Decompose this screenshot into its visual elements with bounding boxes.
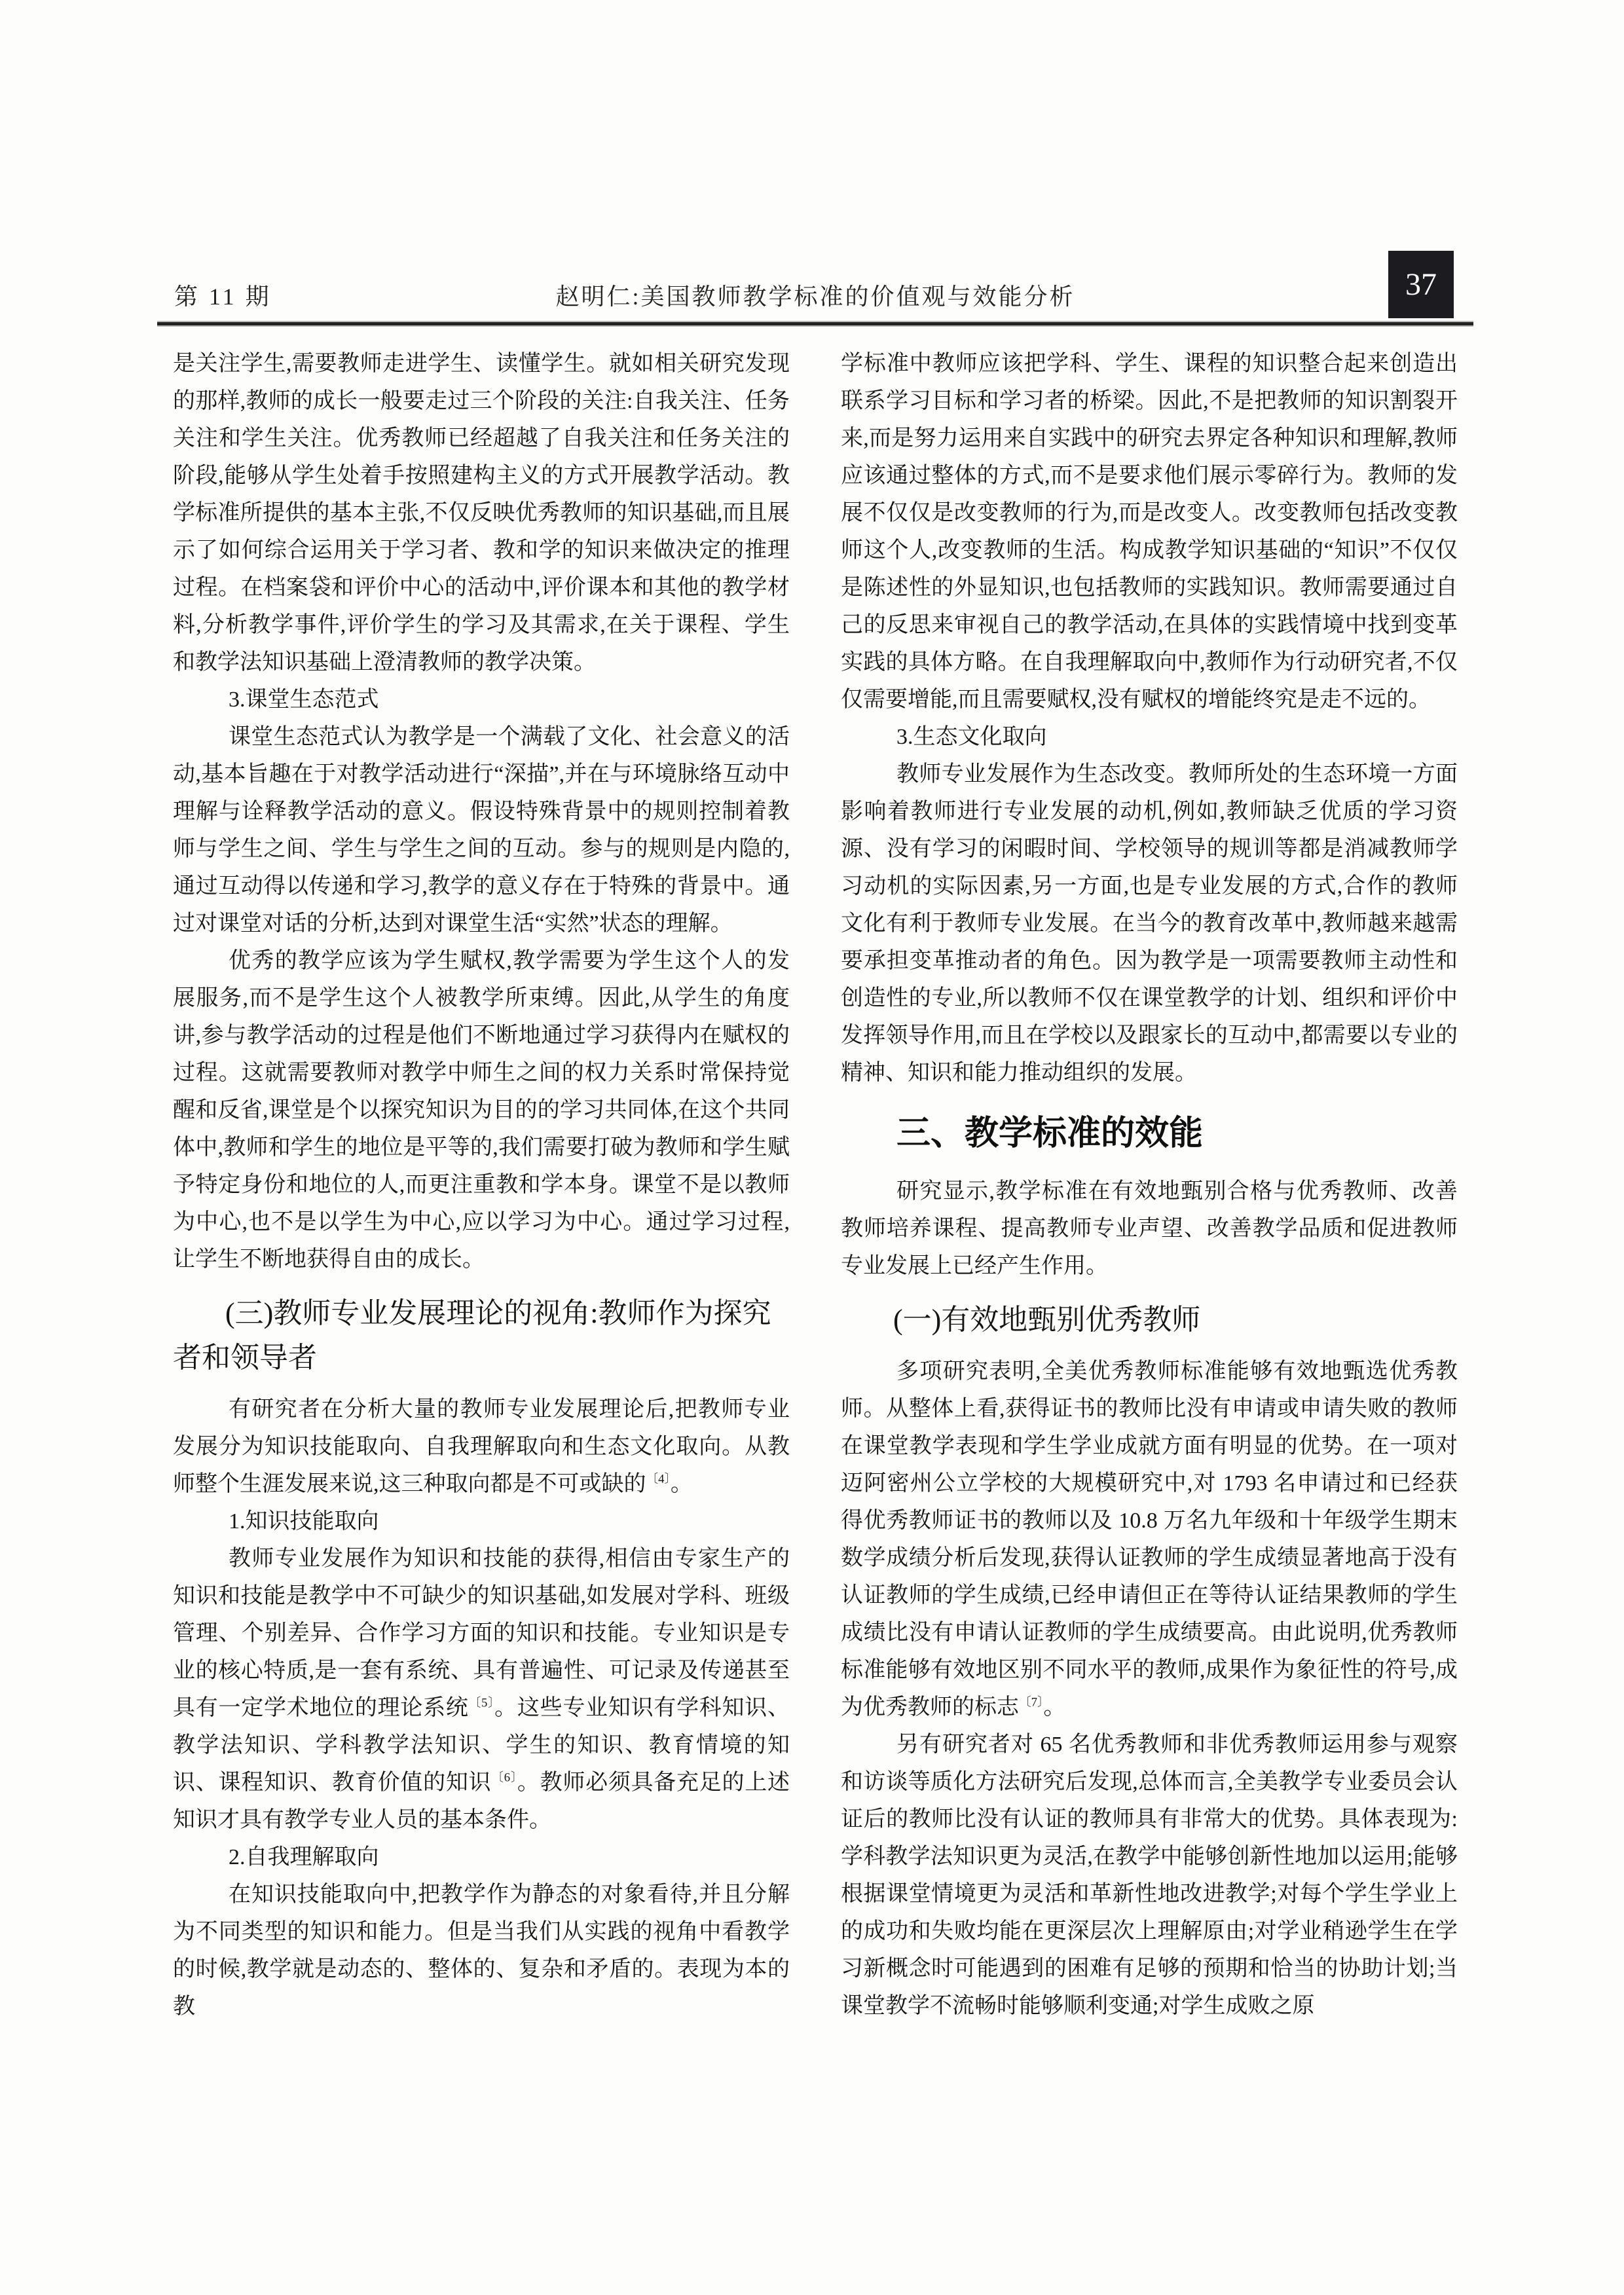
paragraph-text: 。教师必须具备充足的上述知识才具有教学专业人员的基本条件。 bbox=[173, 1771, 790, 1832]
running-title: 赵明仁:美国教师教学标准的价值观与效能分析 bbox=[555, 284, 1075, 310]
numbered-heading: 3.课堂生态范式 bbox=[229, 688, 379, 712]
paragraph-text: 教师专业发展作为知识和技能的获得,相信由专家生产的知识和技能是教学中不可缺少的知识基础,如发展对学科、班级管理、个别差异、合作学习方面的知识和技能。专业知识是专业的核心特质,是一套有系统、具有普遍性、可记录及传递甚至具有一定学术地位的理论系统 bbox=[173, 1547, 790, 1720]
two-column-body bbox=[173, 345, 1458, 2025]
paragraph: 课堂生态范式认为教学是一个满载了文化、社会意义的活动,基本旨趣在于对教学活动进行“深描”,并在与环境脉络互动中理解与诠释教学活动的意义。假设特殊背景中的规则控制着教师与学生之间、学生与学生之间的互动。参与的规则是内隐的,通过互动得以传递和学习,教学的意义存在于特殊的背景中。通过对课堂对话的分析,达到对课堂生活“实然”状态的理解。 bbox=[173, 725, 790, 936]
paragraph: 是关注学生,需要教师走进学生、读懂学生。就如相关研究发现的那样,教师的成长一般要走过三个阶段的关注:自我关注、任务关注和学生关注。优秀教师已经超越了自我关注和任务关注的阶段,能够从学生处着手按照建构主义的方式开展教学活动。教学标准所提供的基本主张,不仅反映优秀教师的知识基础,而且展示了如何综合运用关于学习者、教和学的知识来做决定的推理过程。在档案袋和评价中心的活动中,评价课本和其他的教学材料,分析教学事件,评价学生的学习及其需求,在关于课程、学生和教学法知识基础上澄清教师的教学决策。 bbox=[173, 352, 790, 674]
numbered-heading: 2.自我理解取向 bbox=[229, 1845, 379, 1869]
paragraph: 另有研究者对 65 名优秀教师和非优秀教师运用参与观察和访谈等质化方法研究后发现,总体而言,全美教学专业委员会认证后的教师比没有认证的教师具有非常大的优势。具体表现为:学科教学法知识更为灵活,在教学中能够创新性地加以运用;能够根据课堂情境更为灵活和革新性地改进教学;对每个学生学业上的成功和失败均能在更深层次上理解原由;对学业稍逊学生在学习新概念时可能遇到的困难有足够的预期和恰当的协助计划;当课堂教学不流畅时能够顺利变通;对学生成败之原 bbox=[841, 1733, 1458, 2018]
paragraph-text: 。 bbox=[670, 1472, 693, 1496]
reference-marker: 〔7〕 bbox=[1019, 1695, 1044, 1710]
paragraph: 教师专业发展作为生态改变。教师所处的生态环境一方面影响着教师进行专业发展的动机,例如,教师缺乏优质的学习资源、没有学习的闲暇时间、学校领导的规训等都是消减教师学习动机的实际因素,另一方面,也是专业发展的方式,合作的教师文化有利于教师专业发展。在当今的教育改革中,教师越来越需要承担变革推动者的角色。因为教学是一项需要教师主动性和创造性的专业,所以教师不仅在课堂教学的计划、组织和评价中发挥领导作用,而且在学校以及跟家长的互动中,都需要以专业的精神、知识和能力推动组织的发展。 bbox=[841, 762, 1458, 1085]
right-column bbox=[841, 345, 1458, 2025]
subsection-heading: (三)教师专业发展理论的视角:教师作为探究者和领导者 bbox=[173, 1297, 771, 1374]
section-heading: 三、教学标准的效能 bbox=[896, 1115, 1204, 1152]
header-rule bbox=[157, 321, 1473, 327]
issue-label: 第 11 期 bbox=[174, 284, 272, 310]
page-content bbox=[173, 250, 1458, 2025]
page-header bbox=[173, 250, 1458, 321]
numbered-heading: 1.知识技能取向 bbox=[229, 1509, 379, 1533]
numbered-heading: 3.生态文化取向 bbox=[896, 725, 1047, 749]
reference-marker: 〔6〕 bbox=[491, 1771, 517, 1785]
left-column bbox=[173, 345, 790, 2025]
reference-marker: 〔4〕 bbox=[646, 1472, 671, 1486]
subsection-heading: (一)有效地甄别优秀教师 bbox=[893, 1304, 1201, 1336]
paragraph bbox=[173, 1540, 790, 1839]
paragraph: 研究显示,教学标准在有效地甄别合格与优秀教师、改善教师培养课程、提高教师专业声望、改善教学品质和促进教师专业发展上已经产生作用。 bbox=[841, 1179, 1458, 1278]
paragraph: 学标准中教师应该把学科、学生、课程的知识整合起来创造出联系学习目标和学习者的桥梁。因此,不是把教师的知识割裂开来,而是努力运用来自实践中的研究去界定各种知识和理解,教师应该通过整体的方式,而不是要求他们展示零碎行为。教师的发展不仅仅是改变教师的行为,而是改变人。改变教师包括改变教师这个人,改变教师的生活。构成教学知识基础的“知识”不仅仅是陈述性的外显知识,也包括教师的实践知识。教师需要通过自己的反思来审视自己的教学活动,在具体的实践情境中找到变革实践的具体方略。在自我理解取向中,教师作为行动研究者,不仅仅需要增能,而且需要赋权,没有赋权的增能终究是走不远的。 bbox=[841, 352, 1458, 712]
paragraph-text: 多项研究表明,全美优秀教师标准能够有效地甄选优秀教师。从整体上看,获得证书的教师比没有申请或申请失败的教师在课堂教学表现和学生学业成就方面有明显的优势。在一项对迈阿密州公立学校的大规模研究中,对 1793 名申请过和已经获得优秀教师证书的教师以及 10.8 万名九年级和十年级学生期末数学成绩分析后发现,获得认证教师的学生成绩显著地高于没有认证教师的学生成绩,已经申请但正在等待认证结果教师的学生成绩比没有申请认证教师的学生成绩要高。由此说明,优秀教师标准能够有效地区别不同水平的教师,成果作为象征性的符号,成为优秀教师的标志 bbox=[841, 1359, 1458, 1719]
reference-marker: 〔5〕 bbox=[468, 1696, 495, 1710]
paragraph bbox=[841, 1353, 1458, 1726]
paragraph: 优秀的教学应该为学生赋权,教学需要为学生这个人的发展服务,而不是学生这个人被教学所束缚。因此,从学生的角度讲,参与教学活动的过程是他们不断地通过学习获得内在赋权的过程。这就需要教师对教学中师生之间的权力关系时常保持觉醒和反省,课堂是个以探究知识为目的的学习共同体,在这个共同体中,教师和学生的地位是平等的,我们需要打破为教师和学生赋予特定身份和地位的人,而更注重教和学本身。课堂不是以教师为中心,也不是以学生为中心,应以学习为中心。通过学习过程,让学生不断地获得自由的成长。 bbox=[173, 949, 790, 1272]
paragraph-text: 有研究者在分析大量的教师专业发展理论后,把教师专业发展分为知识技能取向、自我理解取向和生态文化取向。从教师整个生涯发展来说,这三种取向都是不可或缺的 bbox=[173, 1397, 790, 1496]
paragraph: 在知识技能取向中,把教学作为静态的对象看待,并且分解为不同类型的知识和能力。但是当我们从实践的视角中看教学的时候,教学就是动态的、整体的、复杂和矛盾的。表现为本的教 bbox=[173, 1882, 790, 2019]
page-number-badge: 37 bbox=[1388, 251, 1454, 318]
paragraph bbox=[173, 1391, 790, 1503]
paragraph-text: 。这些专业知识有学科知识、教学法知识、学科教学法知识、学生的知识、教育情境的知识、课程知识、教育价值的知识 bbox=[173, 1696, 790, 1795]
paragraph-text: 。 bbox=[1043, 1695, 1066, 1719]
